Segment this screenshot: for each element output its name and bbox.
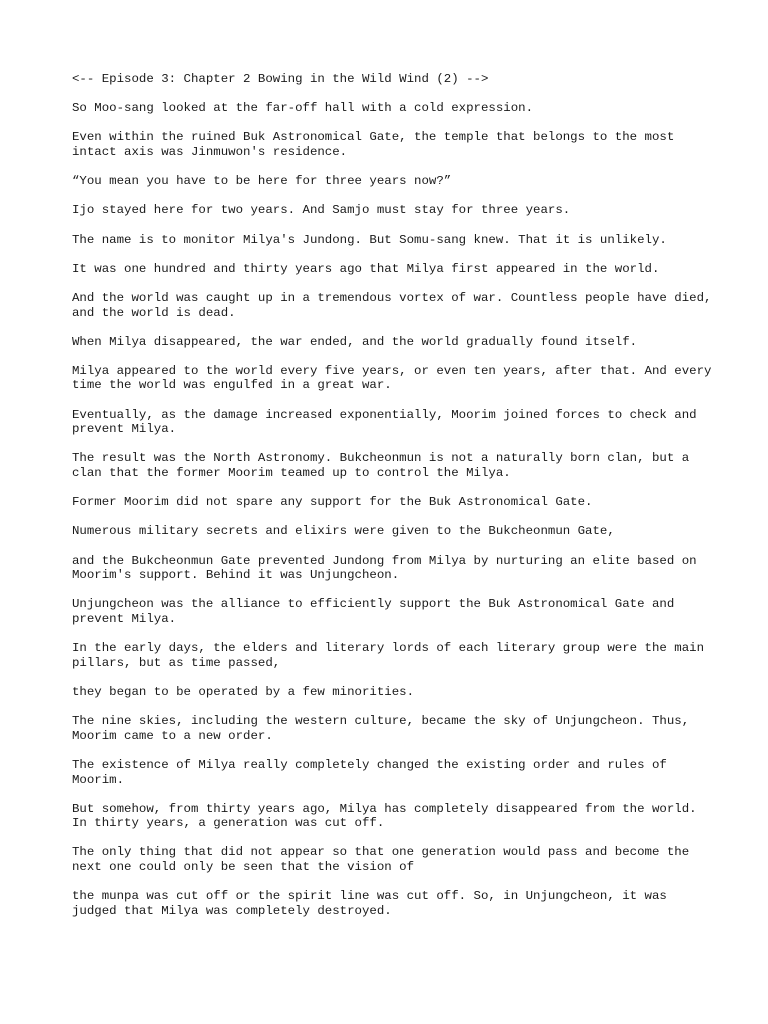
paragraph-8: When Milya disappeared, the war ended, and the world gradually found itself. (72, 334, 638, 349)
paragraph-4: Ijo stayed here for two years. And Samjo must stay for three years. (72, 203, 571, 218)
paragraph-3: “You mean you have to be here for three years now?” (72, 174, 452, 189)
paragraph-14: and the Bukcheonmun Gate prevented Jundong from Milya by nurturing an elite based on Moorim's support. Behind it was Unjungcheon. (72, 553, 697, 583)
document-page (72, 72, 712, 918)
paragraph-22: the munpa was cut off or the spirit line was cut off. So, in Unjungcheon, it was judged that Milya was completely destroyed. (72, 889, 667, 918)
paragraph-10: Eventually, as the damage increased exponentially, Moorim joined forces to check and prevent Milya. (72, 407, 697, 437)
chapter-heading: <-- Episode 3: Chapter 2 Bowing in the Wild Wind (2) --> (72, 72, 489, 86)
paragraph-1: So Moo-sang looked at the far-off hall with a cold expression. (72, 101, 534, 116)
paragraph-21: The only thing that did not appear so that one generation would pass and become the next one could only be seen that the vision of (72, 845, 690, 875)
paragraph-17: they began to be operated by a few minorities. (72, 684, 415, 699)
paragraph-18: The nine skies, including the western culture, became the sky of Unjungcheon. Thus, Moorim came to a new order. (72, 714, 690, 743)
paragraph-9: Milya appeared to the world every five years, or even ten years, after that. And every time the world was engulfed in a great war. (72, 363, 712, 393)
paragraph-12: Former Moorim did not spare any support for the Buk Astronomical Gate. (72, 495, 593, 510)
paragraph-19: The existence of Milya really completely changed the existing order and rules of Moorim. (72, 757, 667, 787)
paragraph-16: In the early days, the elders and literary lords of each literary group were the main pillars, but as time passed, (72, 641, 705, 670)
paragraph-11: The result was the North Astronomy. Bukcheonmun is not a naturally born clan, but a clan that the former Moorim teamed up to control the Milya. (72, 451, 690, 481)
paragraph-13: Numerous military secrets and elixirs were given to the Bukcheonmun Gate, (72, 524, 615, 539)
paragraph-6: It was one hundred and thirty years ago that Milya first appeared in the world. (72, 261, 660, 276)
paragraph-20: But somehow, from thirty years ago, Milya has completely disappeared from the world. In thirty years, a generation was cut off. (72, 801, 697, 831)
paragraph-5: The name is to monitor Milya's Jundong. But Somu-sang knew. That it is unlikely. (72, 232, 667, 247)
paragraph-2: Even within the ruined Buk Astronomical Gate, the temple that belongs to the most intact axis was Jinmuwon's residence. (72, 130, 675, 159)
paragraph-7: And the world was caught up in a tremendous vortex of war. Countless people have died, and the world is dead. (72, 290, 712, 320)
paragraph-15: Unjungcheon was the alliance to efficiently support the Buk Astronomical Gate and prevent Milya. (72, 597, 675, 626)
